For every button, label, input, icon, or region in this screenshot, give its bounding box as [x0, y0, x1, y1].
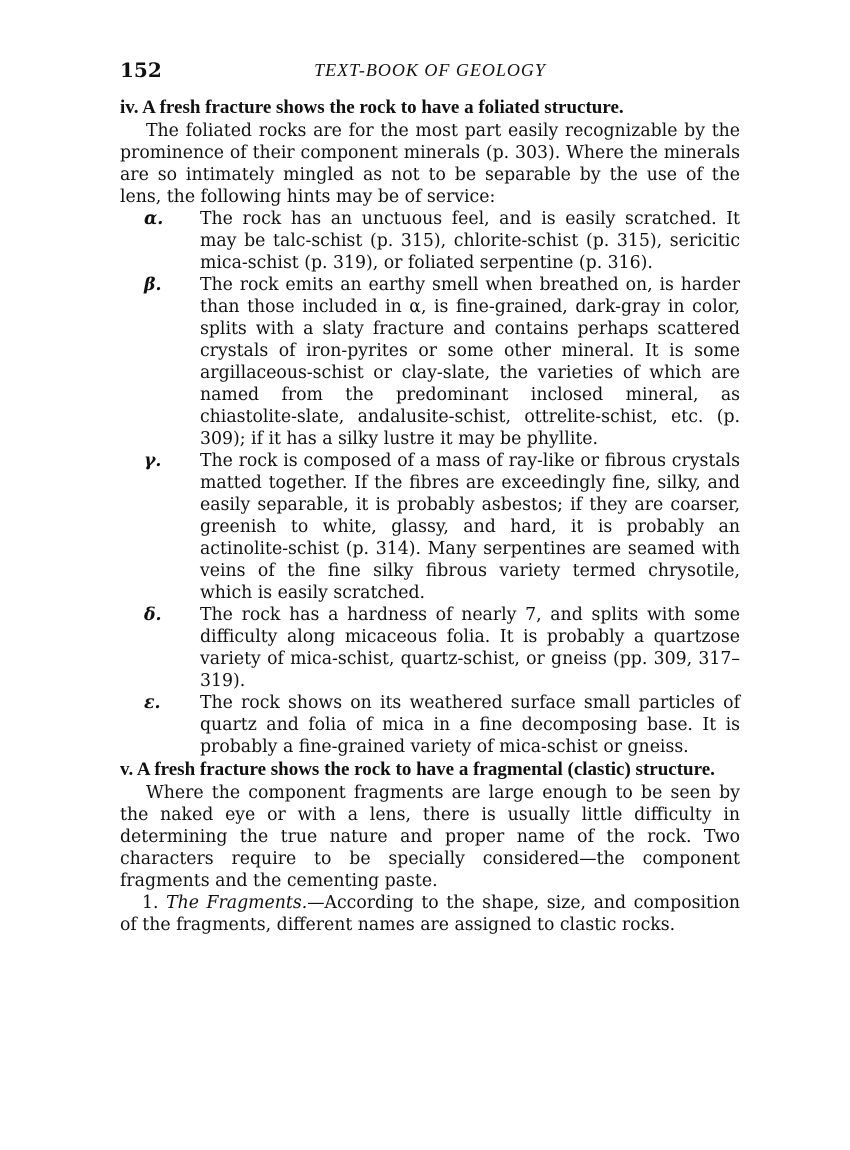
section-iv-intro: The foliated rocks are for the most part easily recognizable by the prominence of their component minerals (p. 303). Where the minerals are so intimately mingled as not to be separable by the use of the lens, the following hints may be of service:: [120, 121, 740, 207]
section-v-heading: v. A fresh fracture shows the rock to have a fragmental (clastic) structure.: [120, 759, 715, 780]
item-text: The rock emits an earthy smell when breathed on, is harder than those included in α, is fine-grained, dark-gray in color, splits with a slaty fracture and contains perhaps scattered crystals of iron-pyrites or some other mineral. It is some argillaceous-schist or clay-slate, the varieties of which are named from the predominant inclosed mineral, as chiastolite-slate, andalusite-schist, ottrelite-schist, etc. (p. 309); if it has a silky lustre it may be phyllite.: [200, 275, 740, 449]
item-marker: ε.: [144, 693, 161, 713]
point-number: 1.: [142, 893, 159, 913]
section-iv-heading: iv. A fresh fracture shows the rock to have a foliated structure.: [120, 97, 624, 118]
item-text: The rock is composed of a mass of ray-like or fibrous crystals matted together. If the fibres are exceedingly fine, silky, and easily separable, it is probably asbestos; if they are coarser, greenish to white, glassy, and hard, it is probably an actinolite-schist (p. 314). Many serpentines are seamed with veins of the fine silky fibrous variety termed chrysotile, which is easily scratched.: [200, 451, 740, 603]
item-marker: δ.: [144, 605, 162, 625]
book-page: [120, 58, 740, 936]
item-text: The rock has an unctuous feel, and is easily scratched. It may be talc-schist (p. 315), chlorite-schist (p. 315), sericitic mica-schist (p. 319), or foliated serpentine (p. 316).: [200, 209, 740, 273]
list-item-gamma: [120, 450, 740, 604]
item-text: The rock shows on its weathered surface small particles of quartz and folia of mica in a fine decomposing base. It is probably a fine-grained variety of mica-schist or gneiss.: [200, 693, 740, 757]
item-marker: γ.: [144, 451, 162, 471]
section-v-intro: Where the component fragments are large enough to be seen by the naked eye or with a lens, there is usually little difficulty in determining the true nature and proper name of the rock. Two characters require to be specially considered—the component fragments and the cementing paste.: [120, 783, 740, 891]
item-text: The rock has a hardness of nearly 7, and splits with some difficulty along micaceous folia. It is probably a quartzose variety of mica-schist, quartz-schist, or gneiss (pp. 309, 317–319).: [200, 605, 740, 691]
list-item-delta: [120, 604, 740, 692]
point-title: The Fragments.: [166, 893, 308, 913]
list-item-alpha: [120, 208, 740, 274]
item-marker: α.: [144, 209, 164, 229]
numbered-point-1: [120, 892, 740, 936]
list-item-beta: [120, 274, 740, 450]
page-header: [120, 58, 740, 88]
running-head: TEXT-BOOK OF GEOLOGY: [314, 60, 546, 80]
page-number: 152: [120, 58, 162, 82]
item-marker: β.: [144, 275, 162, 295]
point-text: —According to the shape, size, and composition of the fragments, different names are assigned to clastic rocks.: [120, 893, 740, 935]
list-item-epsilon: [120, 692, 740, 758]
